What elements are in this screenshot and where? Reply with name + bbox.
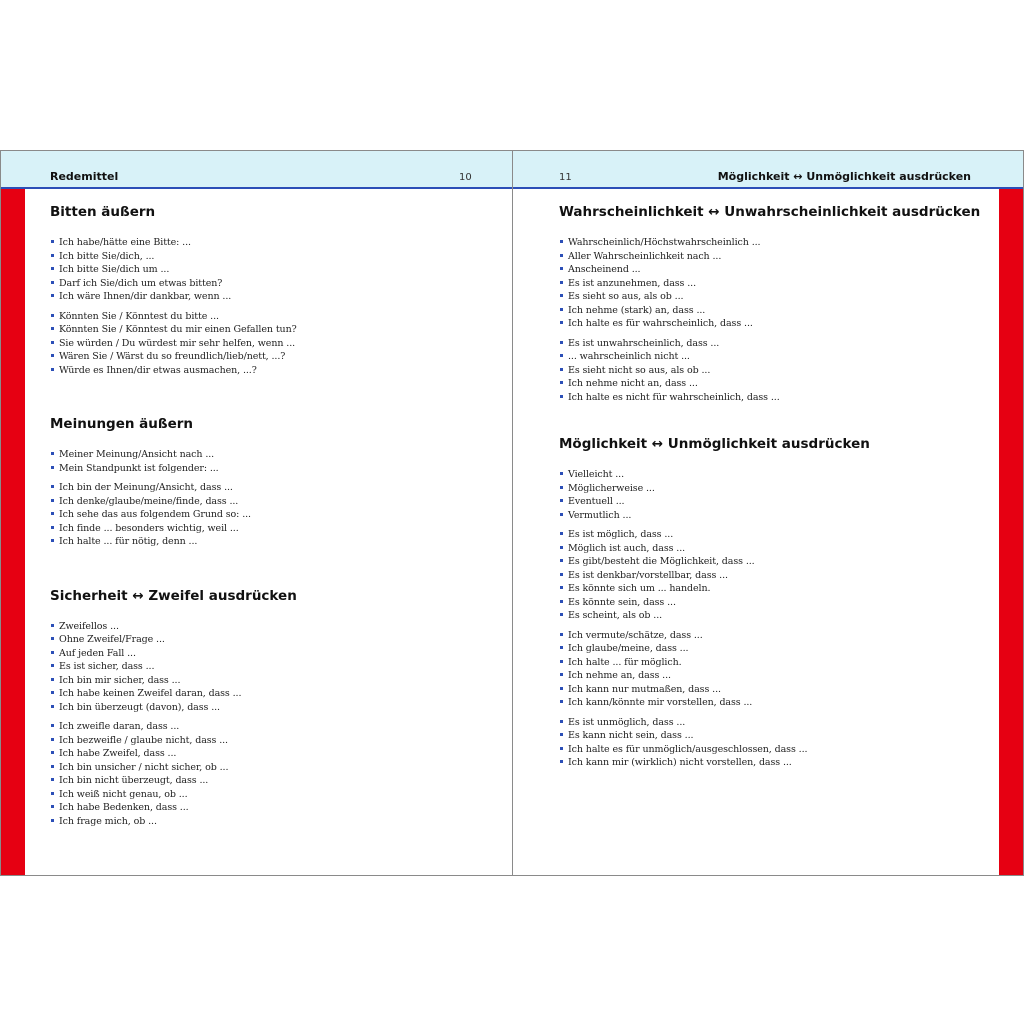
phrase-text: Ich bezweifle / glaube nicht, dass ...	[59, 734, 228, 746]
left-edge-strip	[1, 189, 25, 875]
bullet-square-icon	[560, 381, 563, 384]
phrase-text: Zweifellos ...	[59, 620, 119, 632]
bullet-square-icon	[560, 600, 563, 603]
phrase-text: Es ist anzunehmen, dass ...	[568, 277, 697, 289]
bullet-square-icon	[51, 751, 54, 754]
bullet-square-icon	[51, 466, 54, 469]
bullet-square-icon	[560, 472, 563, 475]
phrase-text: Könnten Sie / Könntest du bitte ...	[59, 310, 219, 322]
bullet-square-icon	[51, 368, 54, 371]
phrase-item	[50, 815, 490, 829]
bullet-square-icon	[51, 281, 54, 284]
section-title: Meinungen äußern	[50, 416, 194, 432]
phrase-section	[559, 435, 979, 770]
left-page	[50, 203, 490, 834]
phrase-text: Vielleicht ...	[568, 469, 625, 480]
phrase-item	[50, 687, 490, 701]
phrase-section	[50, 203, 490, 377]
phrase-group	[50, 236, 490, 304]
bullet-square-icon	[51, 738, 54, 741]
bullet-square-icon	[51, 705, 54, 708]
bullet-square-icon	[560, 646, 563, 649]
bullet-square-icon	[51, 637, 54, 640]
bullet-square-icon	[51, 526, 54, 529]
phrase-item	[559, 642, 979, 656]
bullet-square-icon	[51, 354, 54, 357]
right-page-number: 11	[559, 172, 572, 183]
bullet-square-icon	[560, 660, 563, 663]
phrase-text: Es ist unmöglich, dass ...	[568, 716, 686, 728]
phrase-item	[559, 716, 979, 730]
phrase-text: Ich bitte Sie/dich, ...	[59, 250, 155, 262]
bullet-square-icon	[51, 805, 54, 808]
bullet-square-icon	[560, 341, 563, 344]
phrase-item	[50, 761, 490, 775]
bullet-square-icon	[51, 651, 54, 654]
phrase-group	[559, 528, 979, 623]
bullet-square-icon	[51, 485, 54, 488]
phrase-text: Es kann nicht sein, dass ...	[568, 730, 694, 741]
phrase-item	[50, 747, 490, 761]
phrase-text: Ich kann/könnte mir vorstellen, dass ...	[568, 697, 753, 708]
bullet-square-icon	[51, 624, 54, 627]
phrase-text: Ich bin nicht überzeugt, dass ...	[59, 775, 209, 786]
phrase-text: Ich frage mich, ob ...	[59, 815, 157, 827]
phrase-item	[559, 528, 979, 542]
phrase-text: Möglich ist auch, dass ...	[568, 542, 686, 554]
bullet-square-icon	[51, 539, 54, 542]
bullet-square-icon	[560, 733, 563, 736]
phrase-group	[559, 716, 979, 770]
phrase-item	[559, 317, 979, 331]
phrase-item	[50, 535, 490, 549]
phrase-item	[559, 509, 979, 523]
phrase-text: Es gibt/besteht die Möglichkeit, dass ...	[568, 556, 755, 567]
phrase-item	[50, 277, 490, 291]
bullet-square-icon	[560, 760, 563, 763]
phrase-item	[50, 522, 490, 536]
phrase-text: Ich nehme an, dass ...	[568, 670, 671, 681]
phrase-text: Auf jeden Fall ...	[59, 647, 136, 659]
phrase-text: Ich halte es für wahrscheinlich, dass ...	[568, 318, 753, 329]
phrase-item	[559, 669, 979, 683]
phrase-item	[559, 391, 979, 405]
phrase-section	[50, 415, 490, 549]
phrase-text: Es scheint, als ob ...	[568, 610, 663, 621]
phrase-item	[50, 647, 490, 661]
phrase-item	[559, 569, 979, 583]
phrase-text: Es sieht so aus, als ob ...	[568, 291, 684, 302]
phrase-item	[50, 720, 490, 734]
right-running-title: Möglichkeit ↔ Unmöglichkeit ausdrücken	[717, 170, 971, 183]
phrase-text: Meiner Meinung/Ansicht nach ...	[59, 449, 215, 460]
phrase-text: Es sieht nicht so aus, als ob ...	[568, 364, 711, 376]
phrase-text: Ich habe/hätte eine Bitte: ...	[59, 237, 191, 248]
phrase-text: Darf ich Sie/dich um etwas bitten?	[59, 277, 223, 289]
phrase-item	[559, 250, 979, 264]
phrase-text: Es könnte sein, dass ...	[568, 596, 676, 608]
section-title: Wahrscheinlichkeit ↔ Unwahrscheinlichkeit ausdrücken	[559, 204, 981, 220]
phrase-item	[559, 337, 979, 351]
phrase-item	[559, 364, 979, 378]
phrase-text: Ich zweifle daran, dass ...	[59, 721, 180, 732]
phrase-item	[559, 290, 979, 304]
phrase-item	[50, 462, 490, 476]
phrase-item	[559, 656, 979, 670]
bullet-square-icon	[560, 486, 563, 489]
phrase-text: Es ist unwahrscheinlich, dass ...	[568, 337, 720, 349]
phrase-text: Möglicherweise ...	[568, 482, 655, 494]
bullet-square-icon	[51, 267, 54, 270]
phrase-text: Eventuell ...	[568, 496, 625, 507]
phrase-text: Könnten Sie / Könntest du mir einen Gefallen tun?	[59, 324, 297, 335]
phrase-item	[559, 596, 979, 610]
phrase-item	[559, 683, 979, 697]
bullet-square-icon	[560, 281, 563, 284]
bullet-square-icon	[560, 267, 563, 270]
bullet-square-icon	[560, 321, 563, 324]
right-edge-strip	[999, 189, 1023, 875]
bullet-square-icon	[51, 240, 54, 243]
phrase-text: Mein Standpunkt ist folgender: ...	[59, 462, 219, 474]
phrase-item	[50, 633, 490, 647]
phrase-text: Ich wäre Ihnen/dir dankbar, wenn ...	[59, 291, 232, 302]
phrase-item	[50, 337, 490, 351]
phrase-section	[50, 587, 490, 829]
phrase-text: Es könnte sich um ... handeln.	[568, 583, 711, 594]
phrase-item	[559, 277, 979, 291]
phrase-item	[50, 236, 490, 250]
bullet-square-icon	[51, 819, 54, 822]
bullet-square-icon	[560, 513, 563, 516]
phrase-item	[50, 674, 490, 688]
phrase-item	[559, 468, 979, 482]
phrase-item	[559, 304, 979, 318]
phrase-item	[559, 743, 979, 757]
bullet-square-icon	[51, 294, 54, 297]
phrase-text: Ich vermute/schätze, dass ...	[568, 629, 703, 641]
bullet-square-icon	[560, 499, 563, 502]
book-spread	[0, 150, 1024, 876]
phrase-text: Es ist denkbar/vorstellbar, dass ...	[568, 569, 728, 581]
bullet-square-icon	[51, 765, 54, 768]
bullet-square-icon	[51, 499, 54, 502]
phrase-item	[50, 495, 490, 509]
phrase-text: Ich bin unsicher / nicht sicher, ob ...	[59, 761, 229, 773]
phrase-item	[50, 481, 490, 495]
phrase-section	[559, 203, 979, 404]
bullet-square-icon	[560, 559, 563, 562]
right-page	[559, 203, 979, 776]
phrase-item	[559, 482, 979, 496]
phrase-item	[50, 788, 490, 802]
phrase-text: Ich halte ... für möglich.	[568, 656, 682, 668]
phrase-group	[559, 337, 979, 405]
bullet-square-icon	[560, 308, 563, 311]
phrase-group	[559, 468, 979, 522]
phrase-group	[559, 236, 979, 331]
phrase-item	[50, 620, 490, 634]
phrase-text: Anscheinend ...	[568, 264, 641, 275]
phrase-text: Ich habe Zweifel, dass ...	[59, 748, 177, 759]
phrase-text: Ich glaube/meine, dass ...	[568, 643, 689, 654]
phrase-text: Es ist sicher, dass ...	[59, 661, 155, 672]
phrase-text: Ich habe Bedenken, dass ...	[59, 802, 189, 813]
phrase-item	[50, 350, 490, 364]
phrase-item	[50, 323, 490, 337]
bullet-square-icon	[51, 691, 54, 694]
phrase-text: Sie würden / Du würdest mir sehr helfen, wenn ...	[59, 337, 296, 349]
phrase-item	[50, 250, 490, 264]
phrase-item	[559, 696, 979, 710]
bullet-square-icon	[560, 573, 563, 576]
phrase-group	[50, 310, 490, 378]
phrase-text: Ich nehme nicht an, dass ...	[568, 378, 698, 389]
phrase-item	[50, 660, 490, 674]
bullet-square-icon	[560, 633, 563, 636]
bullet-square-icon	[560, 613, 563, 616]
bullet-square-icon	[51, 512, 54, 515]
phrase-text: Ich habe keinen Zweifel daran, dass ...	[59, 688, 242, 699]
phrase-text: Ohne Zweifel/Frage ...	[59, 634, 165, 645]
bullet-square-icon	[560, 720, 563, 723]
phrase-group	[50, 481, 490, 549]
bullet-square-icon	[560, 687, 563, 690]
phrase-text: Ich finde ... besonders wichtig, weil ...	[59, 522, 239, 534]
phrase-item	[50, 508, 490, 522]
bullet-square-icon	[51, 327, 54, 330]
bullet-square-icon	[560, 673, 563, 676]
bullet-square-icon	[560, 586, 563, 589]
phrase-item	[50, 290, 490, 304]
bullet-square-icon	[51, 314, 54, 317]
bullet-square-icon	[560, 747, 563, 750]
phrase-group	[50, 448, 490, 475]
bullet-square-icon	[560, 354, 563, 357]
bullet-square-icon	[51, 724, 54, 727]
phrase-text: Wären Sie / Wärst du so freundlich/lieb/nett, ...?	[59, 351, 286, 362]
phrase-item	[559, 350, 979, 364]
bullet-square-icon	[51, 678, 54, 681]
bullet-square-icon	[560, 546, 563, 549]
bullet-square-icon	[560, 532, 563, 535]
phrase-item	[559, 629, 979, 643]
phrase-text: Ich kann mir (wirklich) nicht vorstellen, dass ...	[568, 757, 792, 768]
phrase-item	[559, 542, 979, 556]
bullet-square-icon	[51, 664, 54, 667]
phrase-text: Ich bin mir sicher, dass ...	[59, 674, 181, 686]
page-gutter-divider	[512, 151, 513, 875]
phrase-text: Wahrscheinlich/Höchstwahrscheinlich ...	[568, 237, 761, 248]
bullet-square-icon	[560, 240, 563, 243]
phrase-text: Ich halte es nicht für wahrscheinlich, dass ...	[568, 391, 780, 403]
phrase-text: Ich halte ... für nötig, denn ...	[59, 536, 198, 547]
phrase-text: Es ist möglich, dass ...	[568, 529, 674, 540]
phrase-group	[50, 620, 490, 715]
phrase-group	[50, 720, 490, 828]
phrase-item	[559, 555, 979, 569]
phrase-item	[559, 582, 979, 596]
phrase-group	[559, 629, 979, 710]
phrase-item	[50, 310, 490, 324]
phrase-item	[50, 263, 490, 277]
section-title: Möglichkeit ↔ Unmöglichkeit ausdrücken	[559, 436, 870, 452]
phrase-item	[559, 495, 979, 509]
bullet-square-icon	[51, 452, 54, 455]
left-page-number: 10	[459, 172, 472, 183]
phrase-item	[50, 364, 490, 378]
phrase-text: Ich weiß nicht genau, ob ...	[59, 788, 188, 800]
phrase-item	[50, 774, 490, 788]
phrase-item	[559, 729, 979, 743]
phrase-text: Vermutlich ...	[568, 509, 632, 521]
phrase-text: Ich bitte Sie/dich um ...	[59, 264, 170, 275]
phrase-text: Ich denke/glaube/meine/finde, dass ...	[59, 495, 239, 507]
phrase-item	[50, 701, 490, 715]
phrase-text: Ich kann nur mutmaßen, dass ...	[568, 683, 721, 695]
phrase-text: Würde es Ihnen/dir etwas ausmachen, ...?	[59, 364, 257, 376]
phrase-item	[559, 377, 979, 391]
bullet-square-icon	[51, 778, 54, 781]
section-title: Sicherheit ↔ Zweifel ausdrücken	[50, 587, 297, 604]
bullet-square-icon	[51, 792, 54, 795]
bullet-square-icon	[51, 254, 54, 257]
phrase-item	[50, 734, 490, 748]
phrase-text: Ich halte es für unmöglich/ausgeschlossen, dass ...	[568, 743, 808, 755]
phrase-text: Ich sehe das aus folgendem Grund so: ...	[59, 509, 251, 520]
phrase-item	[50, 801, 490, 815]
left-running-title: Redemittel	[50, 170, 119, 183]
phrase-item	[559, 236, 979, 250]
phrase-item	[559, 263, 979, 277]
phrase-text: Ich bin überzeugt (davon), dass ...	[59, 701, 220, 713]
phrase-item	[559, 756, 979, 770]
phrase-text: Ich nehme (stark) an, dass ...	[568, 304, 706, 316]
phrase-item	[50, 448, 490, 462]
phrase-text: ... wahrscheinlich nicht ...	[568, 351, 690, 362]
phrase-text: Ich bin der Meinung/Ansicht, dass ...	[59, 482, 233, 493]
bullet-square-icon	[560, 254, 563, 257]
phrase-item	[559, 609, 979, 623]
section-title: Bitten äußern	[50, 204, 156, 220]
bullet-square-icon	[560, 294, 563, 297]
bullet-square-icon	[560, 395, 563, 398]
bullet-square-icon	[560, 368, 563, 371]
bullet-square-icon	[560, 700, 563, 703]
bullet-square-icon	[51, 341, 54, 344]
phrase-text: Aller Wahrscheinlichkeit nach ...	[568, 250, 722, 262]
